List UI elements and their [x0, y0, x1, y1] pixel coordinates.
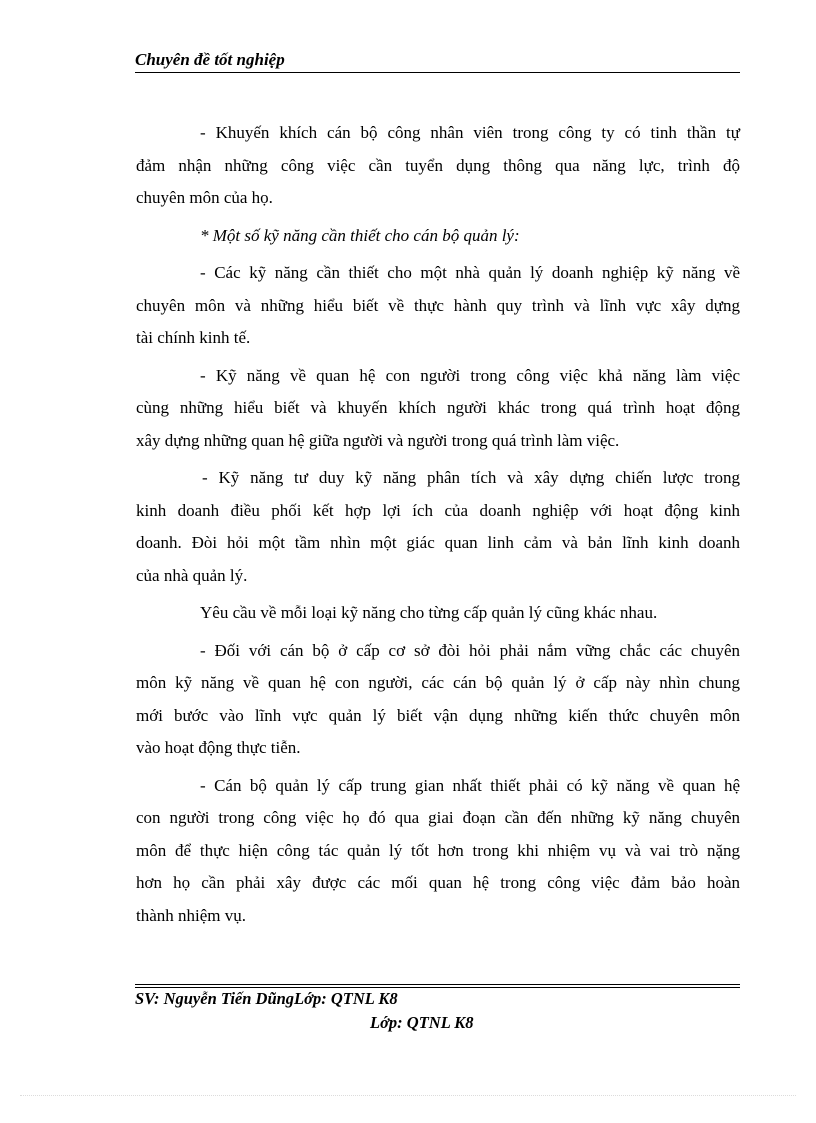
text-line: kinh doanh điều phối kết hợp lợi ích của doanh nghiệp với hoạt động kinh: [136, 500, 740, 520]
text-line: Yêu cầu về mỗi loại kỹ năng cho từng cấp quản lý cũng khác nhau.: [200, 603, 658, 622]
text-line: đảm nhận những công việc cần tuyển dụng thông qua năng lực, trình độ: [136, 155, 740, 175]
document-body: [136, 117, 740, 932]
paragraph: [136, 597, 740, 630]
text-line: - Cán bộ quản lý cấp trung gian nhất thiết phải có kỹ năng về quan hệ: [200, 775, 740, 795]
text-line: con người trong công việc họ đó qua giai đoạn cần đến những kỹ năng chuyên: [136, 808, 740, 827]
text-line: mới bước vào lĩnh vực quản lý biết vận dụng những kiến thức chuyên môn: [136, 705, 740, 725]
footer-rule: [135, 987, 740, 988]
footer-rule: [135, 984, 740, 985]
paragraph: [136, 635, 740, 765]
text-line: chuyên môn của họ.: [136, 188, 273, 207]
footer-student-line: SV: Nguyễn Tiến DũngLớp: QTNL K8: [135, 989, 398, 1008]
text-line: doanh. Đòi hỏi một tầm nhìn một giác quan linh cảm và bản lĩnh kinh doanh: [136, 533, 740, 552]
text-line: xây dựng những quan hệ giữa người và người trong quá trình làm việc.: [136, 430, 620, 450]
paragraph: [136, 462, 740, 592]
page-edge-divider: [20, 1095, 796, 1096]
text-line: - Các kỹ năng cần thiết cho một nhà quản lý doanh nghiệp kỹ năng về: [200, 263, 740, 282]
text-line: của nhà quản lý.: [136, 565, 248, 585]
text-line: - Kỹ năng tư duy kỹ năng phân tích và xây dựng chiến lược trong: [202, 468, 740, 487]
footer-class-line: Lớp: QTNL K8: [370, 1013, 474, 1032]
text-line: môn để thực hiện công tác quản lý tốt hơn trong khi nhiệm vụ và vai trò nặng: [136, 840, 740, 860]
text-line: - Kỹ năng về quan hệ con người trong công việc khả năng làm việc: [200, 365, 740, 385]
header-title: Chuyên đề tốt nghiệp: [135, 50, 285, 69]
text-line: cùng những hiểu biết và khuyến khích người khác trong quá trình hoạt động: [136, 398, 740, 417]
section-heading: [136, 220, 740, 253]
heading-text: * Một số kỹ năng cần thiết cho cán bộ quản lý:: [200, 225, 520, 245]
paragraph: [136, 770, 740, 933]
text-line: môn kỹ năng về quan hệ con người, các cán bộ quản lý ở cấp này nhìn chung: [136, 673, 740, 692]
paragraph: [136, 257, 740, 355]
text-line: tài chính kinh tế.: [136, 328, 251, 347]
paragraph: [136, 360, 740, 458]
text-line: vào hoạt động thực tiễn.: [136, 738, 301, 757]
text-line: chuyên môn và những hiểu biết về thực hành quy trình và lĩnh vực xây dựng: [136, 295, 740, 315]
text-line: - Đối với cán bộ ở cấp cơ sở đòi hỏi phải nắm vững chắc các chuyên: [200, 640, 740, 660]
text-line: - Khuyến khích cán bộ công nhân viên trong công ty có tinh thần tự: [200, 123, 740, 142]
page-header: [135, 48, 740, 73]
text-line: hơn họ cần phải xây được các mối quan hệ trong công việc đảm bảo hoàn: [136, 873, 740, 892]
paragraph: [136, 117, 740, 215]
text-line: thành nhiệm vụ.: [136, 905, 247, 925]
